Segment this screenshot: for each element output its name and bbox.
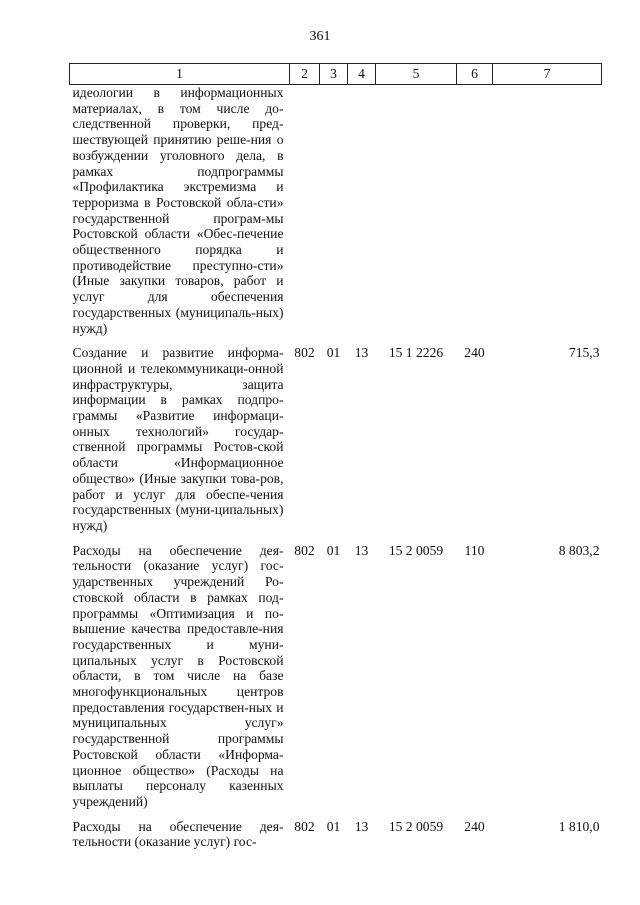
table-row <box>70 819 602 859</box>
column-header-6: 6 <box>457 64 493 85</box>
row-code-2: 802 <box>294 542 315 558</box>
row-code-6: 240 <box>464 818 485 834</box>
row-description: Создание и развитие информа-ционной и телекоммуникаци-онной инфраструктуры, защита информации в рамках подпро-граммы «Развитие информаци-онных технологий» государ-ственной программы Ростов-ской области «Информационное общество» (Иные закупки това-ров, работ и услуг для обеспе-чения государственных (муни-ципальных) нужд) <box>72 345 284 533</box>
row-code-5: 15 1 2226 <box>388 345 444 361</box>
row-code-2: 802 <box>294 345 315 361</box>
row-code-4: 13 <box>354 542 369 558</box>
row-code-5 <box>376 85 457 346</box>
column-header-4: 4 <box>348 64 376 85</box>
column-header-2: 2 <box>290 64 320 85</box>
table-row <box>70 85 602 346</box>
column-header-5: 5 <box>376 64 457 85</box>
row-code-5: 15 2 0059 <box>388 818 444 834</box>
row-code-3 <box>320 85 348 346</box>
table-row <box>70 543 602 819</box>
row-code-6: 110 <box>464 542 485 558</box>
row-code-6 <box>457 85 493 346</box>
row-code-4: 13 <box>354 345 369 361</box>
column-header-7: 7 <box>493 64 602 85</box>
row-code-4 <box>348 85 376 346</box>
row-code-5: 15 2 0059 <box>388 542 444 558</box>
row-code-2 <box>290 85 320 346</box>
column-header-3: 3 <box>320 64 348 85</box>
column-header-1: 1 <box>70 64 290 85</box>
row-amount <box>493 85 602 346</box>
row-code-3: 01 <box>326 818 341 834</box>
row-code-6: 240 <box>464 345 485 361</box>
row-amount: 715,3 <box>568 345 600 361</box>
row-description: идеологии в информационных материалах, в том числе до-следственной проверки, пред-шествующей принятию реше-ния о возбуждении уголовного дела, в рамках подпрограммы «Профилактика экстремизма и терроризма в Ростовской обла-сти» государственной програм-мы Ростовской области «Обес-печение общественного порядка и противодействие преступно-сти» (Иные закупки товаров, работ и услуг для обеспечения государственных (муниципаль-ных) нужд) <box>72 85 284 336</box>
row-code-2: 802 <box>294 818 315 834</box>
row-amount: 1 810,0 <box>558 818 600 834</box>
row-code-4: 13 <box>354 818 369 834</box>
page-number: 361 <box>309 29 331 44</box>
row-code-3: 01 <box>326 345 341 361</box>
budget-table <box>69 63 602 859</box>
row-description: Расходы на обеспечение дея-тельности (оказание услуг) гос- <box>72 818 284 850</box>
table-row <box>70 345 602 542</box>
row-description: Расходы на обеспечение дея-тельности (оказание услуг) гос-ударственных учреждений Ро-стовской области в рамках под-программы «Оптимизация и по-вышение качества предоставле-ния государственных и муни-ципальных услуг в Ростовской области, в том числе на базе многофункциональных центров предоставления государствен-ных и муниципальных услуг» государственной программы Ростовской области «Информа-ционное общество» (Расходы на выплаты персоналу казенных учреждений) <box>72 542 284 809</box>
row-code-3: 01 <box>326 542 341 558</box>
table-header-row <box>70 64 602 85</box>
row-amount: 8 803,2 <box>558 542 600 558</box>
